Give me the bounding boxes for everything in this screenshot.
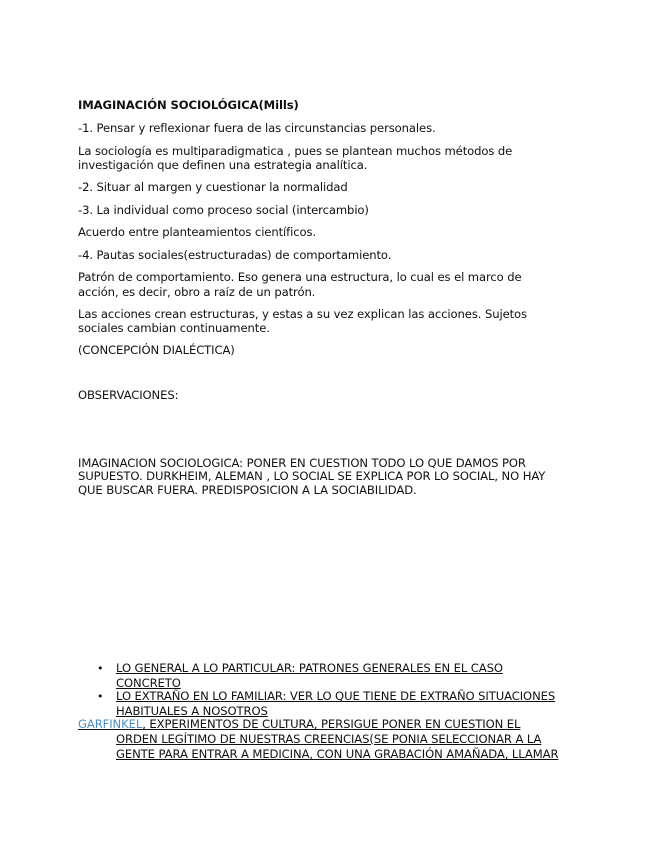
paragraph-8-line-2: sociales cambian continuamente. — [78, 321, 270, 335]
paragraph-3: -2. Situar al margen y cuestionar la normalidad — [78, 180, 348, 194]
bullet-item-2 — [116, 689, 586, 719]
paragraph-7-line-2: acción, es decir, obro a raíz de un patrón. — [78, 285, 316, 299]
paragraph-2-line-1: La sociología es multiparadigmatica , pues se plantean muchos métodos de — [78, 144, 513, 158]
document-title: IMAGINACIÓN SOCIOLÓGICA(Mills) — [78, 98, 299, 112]
bullet-item-2-line-1: LO EXTRAÑO EN LO FAMILIAR: VER LO QUE TIENE DE EXTRAÑO SITUACIONES — [116, 689, 556, 703]
paragraph-2-line-2: investigación que definen una estrategia analítica. — [78, 158, 368, 172]
bullet-icon: • — [97, 662, 104, 675]
bullet-icon: • — [97, 690, 104, 703]
bullet-item-2-line-2: HABITUALES A NOSOTROS — [116, 704, 268, 718]
paragraph-1: -1. Pensar y reflexionar fuera de las circunstancias personales. — [78, 121, 436, 135]
garfinkel-line-2: ORDEN LEGÍTIMO DE NUESTRAS CREENCIAS(SE PONIA SELECCIONAR A LA — [116, 732, 542, 746]
garfinkel-line-1: , EXPERIMENTOS DE CULTURA, PERSIGUE PONER EN CUESTION EL — [142, 717, 521, 731]
paragraph-6: -4. Pautas sociales(estructuradas) de comportamiento. — [78, 248, 392, 262]
paragraph-8-line-1: Las acciones crean estructuras, y estas a su vez explican las acciones. Sujetos — [78, 307, 527, 321]
garfinkel-link[interactable]: GARFINKEL — [78, 717, 143, 731]
caps-paragraph-line-1: IMAGINACION SOCIOLOGICA: PONER EN CUESTION TODO LO QUE DAMOS POR — [78, 456, 526, 470]
bullet-item-1-line-1: LO GENERAL A LO PARTICULAR: PATRONES GENERALES EN EL CASO — [116, 661, 503, 675]
observaciones-heading: OBSERVACIONES: — [78, 388, 179, 402]
garfinkel-line-3: GENTE PARA ENTRAR A MEDICINA, CON UNA GRABACIÓN AMAÑADA, LLAMAR — [116, 747, 559, 761]
caps-paragraph-line-3: QUE BUSCAR FUERA. PREDISPOSICION A LA SOCIABILIDAD. — [78, 483, 417, 497]
paragraph-5: Acuerdo entre planteamientos científicos. — [78, 225, 317, 239]
caps-paragraph-line-2: SUPUESTO. DURKHEIM, ALEMAN , LO SOCIAL SE EXPLICA POR LO SOCIAL, NO HAY — [78, 469, 546, 483]
paragraph-9: (CONCEPCIÓN DIALÉCTICA) — [78, 343, 235, 357]
paragraph-4: -3. La individual como proceso social (intercambio) — [78, 203, 369, 217]
paragraph-7-line-1: Patrón de comportamiento. Eso genera una estructura, lo cual es el marco de — [78, 270, 522, 284]
bullet-item-1 — [116, 661, 586, 691]
bullet-item-1-line-2: CONCRETO — [116, 676, 181, 690]
garfinkel-paragraph — [78, 717, 578, 762]
